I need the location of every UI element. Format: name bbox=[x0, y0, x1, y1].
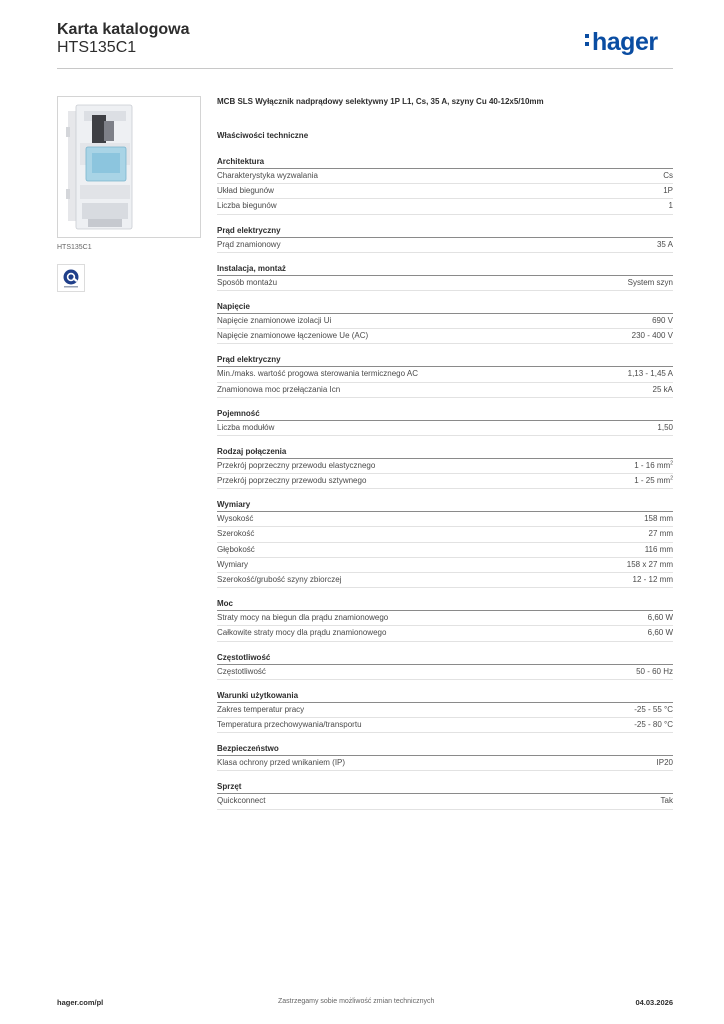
spec-section bbox=[217, 224, 673, 253]
spec-section bbox=[217, 498, 673, 588]
spec-value bbox=[657, 756, 673, 770]
spec-section bbox=[217, 597, 673, 641]
spec-section-title: Częstotliwość bbox=[217, 651, 673, 665]
spec-value bbox=[634, 474, 673, 488]
spec-value-text: 27 mm bbox=[648, 529, 673, 539]
spec-value bbox=[648, 611, 673, 625]
spec-value-text: 12 - 12 mm bbox=[632, 575, 673, 584]
spec-label: Szerokość bbox=[217, 529, 255, 539]
spec-label: Sposób montażu bbox=[217, 277, 278, 287]
spec-value-text: -25 - 55 °C bbox=[634, 704, 673, 714]
spec-row bbox=[217, 718, 673, 733]
technical-properties-title: Właściwości techniczne bbox=[217, 131, 309, 140]
spec-label: Quickconnect bbox=[217, 796, 266, 806]
spec-section-title: Napięcie bbox=[217, 300, 673, 314]
spec-row bbox=[217, 543, 673, 558]
spec-section bbox=[217, 651, 673, 680]
spec-label: Układ biegunów bbox=[217, 186, 274, 196]
spec-section-title: Architektura bbox=[217, 155, 673, 169]
spec-section bbox=[217, 780, 673, 809]
spec-label: Wymiary bbox=[217, 559, 249, 569]
spec-value-text: Cs bbox=[663, 171, 673, 180]
quality-certificate-badge bbox=[57, 264, 85, 292]
spec-value bbox=[632, 329, 673, 343]
spec-label: Znamionowa moc przełączania Icn bbox=[217, 384, 341, 394]
logo-dots bbox=[585, 34, 589, 50]
spec-section-title: Pojemność bbox=[217, 407, 673, 421]
spec-value bbox=[661, 794, 673, 808]
spec-value bbox=[634, 703, 673, 717]
logo-wordmark: hager bbox=[592, 28, 658, 56]
spec-row bbox=[217, 512, 673, 527]
spec-row bbox=[217, 459, 673, 474]
spec-value bbox=[663, 184, 673, 198]
spec-label: Min./maks. wartość progowa sterowania termicznego AC bbox=[217, 369, 418, 379]
quality-certificate-icon bbox=[60, 267, 82, 289]
spec-value-text: -25 - 80 °C bbox=[634, 719, 673, 729]
spec-value-text: 1,13 - 1,45 A bbox=[627, 369, 673, 379]
spec-value-text: Tak bbox=[660, 796, 673, 806]
spec-value bbox=[628, 276, 673, 290]
spec-value-text: 690 V bbox=[652, 315, 673, 325]
spec-section bbox=[217, 742, 673, 771]
spec-section bbox=[217, 262, 673, 291]
spec-value-text: 6,60 W bbox=[647, 628, 673, 638]
spec-row bbox=[217, 169, 673, 184]
spec-label: Straty mocy na biegun dla prądu znamionowego bbox=[217, 613, 389, 623]
spec-row bbox=[217, 626, 673, 641]
spec-value bbox=[663, 169, 673, 183]
spec-table bbox=[217, 155, 673, 819]
spec-section bbox=[217, 300, 673, 344]
spec-section-title: Moc bbox=[217, 597, 673, 611]
spec-label: Całkowite straty mocy dla prądu znamionowego bbox=[217, 628, 387, 638]
spec-label: Głębokość bbox=[217, 544, 255, 554]
spec-value bbox=[636, 665, 673, 679]
spec-section-title: Rodzaj połączenia bbox=[217, 445, 673, 459]
spec-row bbox=[217, 611, 673, 626]
spec-section-title: Sprzęt bbox=[217, 780, 673, 794]
spec-row bbox=[217, 703, 673, 718]
spec-label: Charakterystyka wyzwalania bbox=[217, 171, 318, 180]
spec-value bbox=[633, 573, 673, 587]
spec-label: Temperatura przechowywania/transportu bbox=[217, 719, 362, 729]
spec-row bbox=[217, 199, 673, 214]
spec-value-text: System szyn bbox=[627, 277, 673, 287]
spec-value bbox=[645, 543, 673, 557]
footer-notice: Zastrzegamy sobie możliwość zmian technicznych bbox=[278, 998, 435, 1005]
footer-date: 04.03.2026 bbox=[635, 998, 673, 1007]
spec-row bbox=[217, 527, 673, 542]
spec-value-text: 6,60 W bbox=[647, 613, 673, 623]
spec-value bbox=[653, 383, 673, 397]
spec-row bbox=[217, 421, 673, 436]
spec-row bbox=[217, 794, 673, 809]
spec-value bbox=[627, 558, 673, 572]
spec-label: Liczba biegunów bbox=[217, 201, 277, 211]
spec-value bbox=[652, 314, 673, 328]
spec-row bbox=[217, 276, 673, 291]
unit-superscript: 2 bbox=[670, 460, 673, 467]
spec-value bbox=[657, 238, 673, 252]
spec-section-title: Prąd elektryczny bbox=[217, 353, 673, 367]
spec-section bbox=[217, 353, 673, 397]
product-description: MCB SLS Wyłącznik nadprądowy selektywny 1P L1, Cs, 35 A, szyny Cu 40-12x5/10mm bbox=[217, 97, 544, 106]
spec-section bbox=[217, 407, 673, 436]
spec-value-text: 50 - 60 Hz bbox=[636, 666, 673, 676]
spec-row bbox=[217, 665, 673, 680]
product-image-frame bbox=[57, 96, 201, 238]
hager-logo bbox=[592, 28, 658, 57]
spec-row bbox=[217, 238, 673, 253]
spec-row bbox=[217, 383, 673, 398]
spec-value-text: 1 - 16 mm bbox=[634, 460, 671, 470]
circuit-breaker-image bbox=[58, 97, 200, 237]
spec-value-text: 1 - 25 mm bbox=[634, 476, 671, 486]
spec-value-text: 1,50 bbox=[657, 422, 673, 432]
spec-value-text: 116 mm bbox=[644, 544, 673, 554]
spec-section bbox=[217, 689, 673, 733]
spec-value-text: IP20 bbox=[656, 758, 673, 768]
unit-superscript: 2 bbox=[670, 475, 673, 482]
spec-value-text: 230 - 400 V bbox=[631, 331, 673, 341]
spec-label: Przekrój poprzeczny przewodu sztywnego bbox=[217, 476, 367, 486]
spec-value-text: 1P bbox=[663, 186, 673, 196]
spec-label: Klasa ochrony przed wnikaniem (IP) bbox=[217, 758, 346, 768]
spec-value bbox=[634, 718, 673, 732]
spec-label: Częstotliwość bbox=[217, 666, 266, 676]
spec-label: Napięcie znamionowe łączeniowe Ue (AC) bbox=[217, 331, 369, 341]
spec-label: Liczba modułów bbox=[217, 422, 275, 432]
spec-row bbox=[217, 573, 673, 588]
spec-label: Zakres temperatur pracy bbox=[217, 704, 305, 714]
product-image-caption: HTS135C1 bbox=[57, 244, 92, 251]
spec-label: Przekrój poprzeczny przewodu elastycznego bbox=[217, 460, 376, 470]
spec-value-text: 25 kA bbox=[652, 384, 673, 394]
spec-label: Wysokość bbox=[217, 514, 254, 524]
spec-value-text: 1 bbox=[668, 201, 673, 211]
spec-label: Prąd znamionowy bbox=[217, 239, 281, 249]
spec-value bbox=[644, 512, 673, 526]
spec-value bbox=[628, 367, 673, 381]
spec-row bbox=[217, 558, 673, 573]
spec-value bbox=[669, 199, 673, 213]
spec-value-text: 35 A bbox=[656, 239, 673, 249]
spec-row bbox=[217, 329, 673, 344]
spec-row bbox=[217, 756, 673, 771]
spec-value-text: 158 mm bbox=[644, 514, 673, 524]
spec-row bbox=[217, 474, 673, 489]
spec-section-title: Prąd elektryczny bbox=[217, 224, 673, 238]
spec-label: Napięcie znamionowe izolacji Ui bbox=[217, 315, 332, 325]
spec-section-title: Warunki użytkowania bbox=[217, 689, 673, 703]
spec-row bbox=[217, 184, 673, 199]
product-code: HTS135C1 bbox=[57, 39, 137, 56]
spec-value-text: 158 x 27 mm bbox=[626, 559, 673, 569]
footer-website-link[interactable]: hager.com/pl bbox=[57, 998, 104, 1007]
spec-label: Szerokość/grubość szyny zbiorczej bbox=[217, 575, 342, 584]
document-title: Karta katalogowa bbox=[57, 21, 190, 38]
spec-row bbox=[217, 367, 673, 382]
spec-section bbox=[217, 445, 673, 489]
spec-section bbox=[217, 155, 673, 215]
spec-section-title: Bezpieczeństwo bbox=[217, 742, 673, 756]
spec-value bbox=[634, 459, 673, 473]
header-divider bbox=[57, 68, 673, 69]
spec-value bbox=[657, 421, 673, 435]
spec-section-title: Instalacja, montaż bbox=[217, 262, 673, 276]
spec-row bbox=[217, 314, 673, 329]
spec-value bbox=[649, 527, 673, 541]
spec-value bbox=[648, 626, 673, 640]
spec-section-title: Wymiary bbox=[217, 498, 673, 512]
